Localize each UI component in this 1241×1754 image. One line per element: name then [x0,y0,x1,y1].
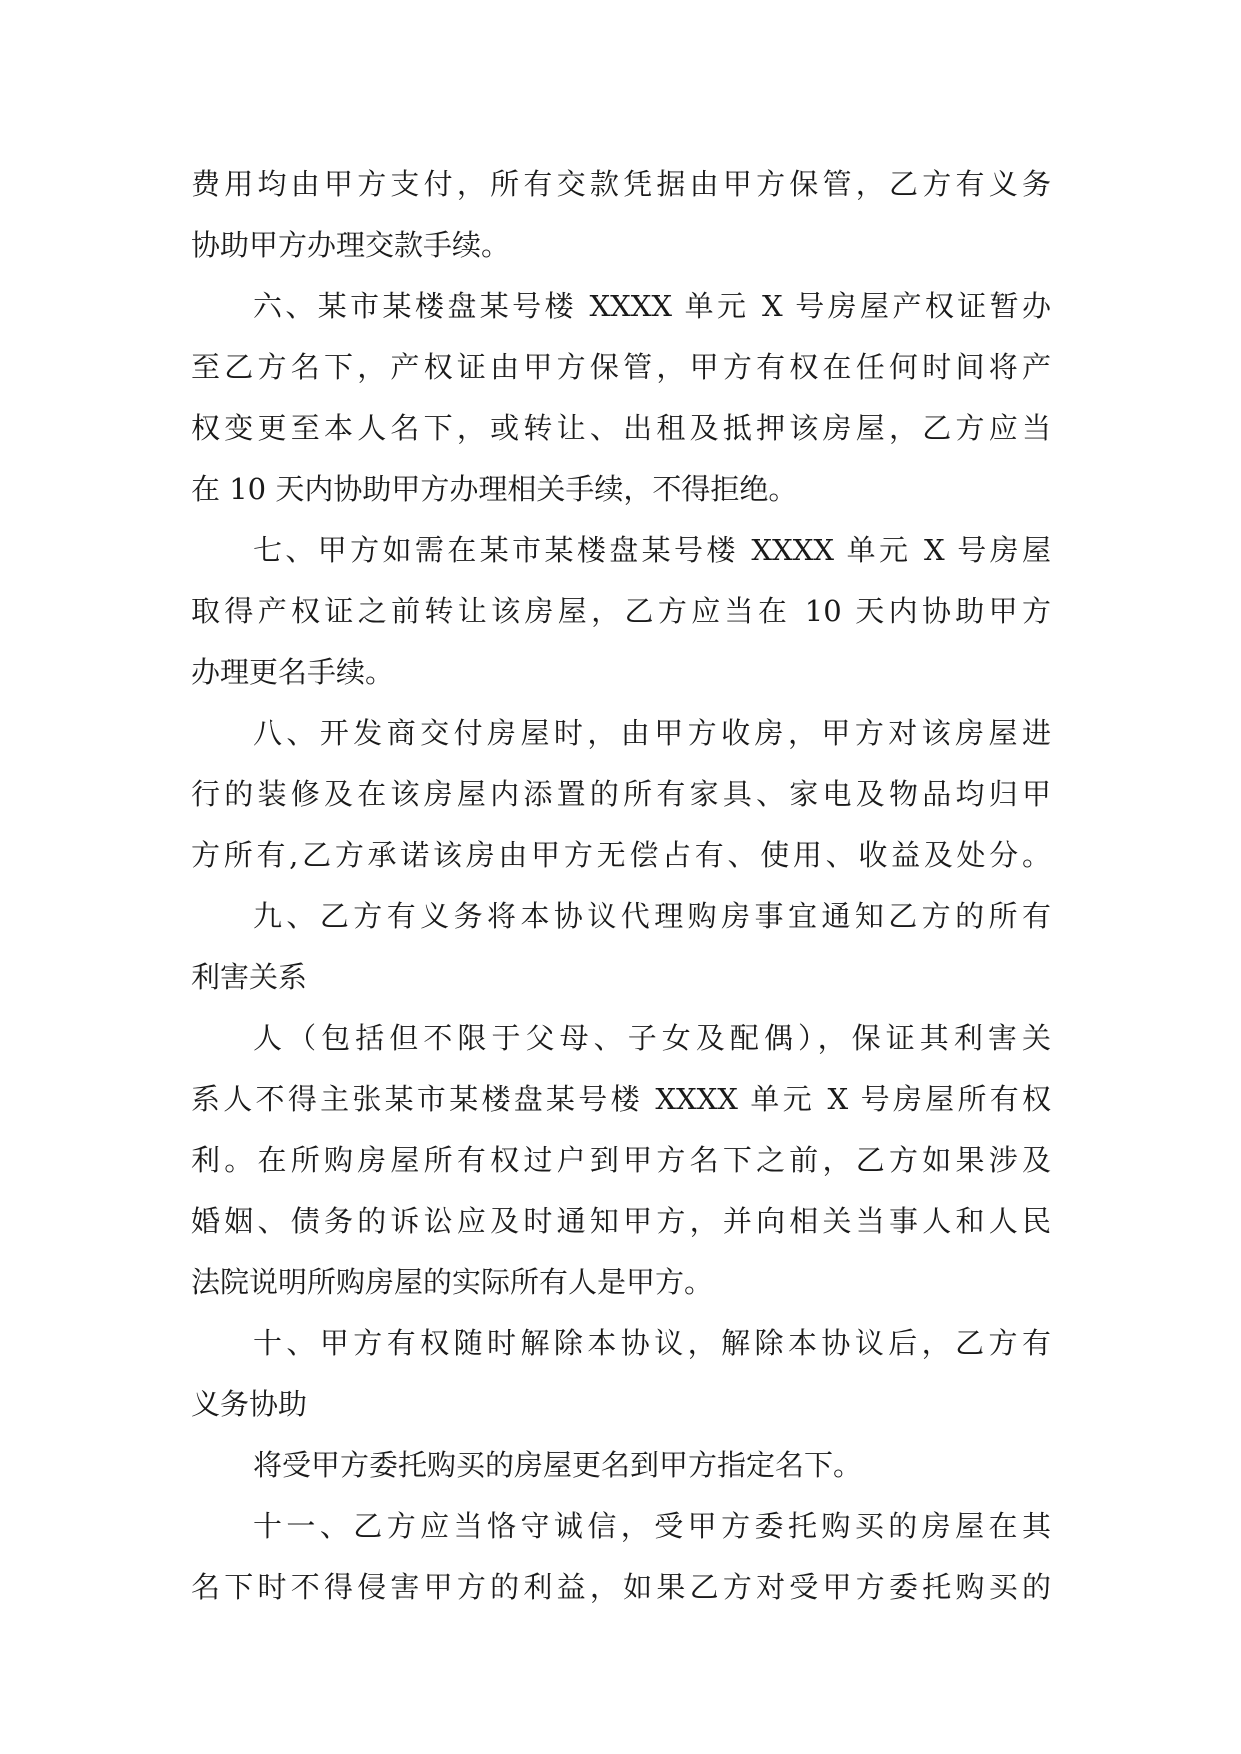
text-line: 行的装修及在该房屋内添置的所有家具、家电及物品均归甲 [191,777,1051,811]
text-line: 权变更至本人名下，或转让、出租及抵押该房屋，乙方应当 [191,411,1051,445]
text-line: 利害关系 [191,960,308,994]
text-line: 法院说明所购房屋的实际所有人是甲方。 [191,1265,714,1299]
text-line: 取得产权证之前转让该房屋，乙方应当在 10 天内协助甲方 [191,594,1051,628]
text-line: 名下时不得侵害甲方的利益，如果乙方对受甲方委托购买的 [191,1570,1051,1604]
text-line: 义务协助 [191,1387,308,1421]
text-line: 在 10 天内协助甲方办理相关手续，不得拒绝。 [191,472,798,506]
text-line: 六、某市某楼盘某号楼 XXXX 单元 X 号房屋产权证暂办 [253,289,1051,323]
text-line: 十一、乙方应当恪守诚信，受甲方委托购买的房屋在其 [253,1509,1051,1543]
text-line: 方所有,乙方承诺该房由甲方无偿占有、使用、收益及处分。 [191,838,1051,872]
text-line: 八、开发商交付房屋时，由甲方收房，甲方对该房屋进 [253,716,1051,750]
text-line: 办理更名手续。 [191,655,395,689]
text-line: 人（包括但不限于父母、子女及配偶），保证其利害关 [253,1021,1051,1055]
text-line: 至乙方名下，产权证由甲方保管，甲方有权在任何时间将产 [191,350,1051,384]
text-line: 系人不得主张某市某楼盘某号楼 XXXX 单元 X 号房屋所有权 [191,1082,1051,1116]
text-line: 利。在所购房屋所有权过户到甲方名下之前，乙方如果涉及 [191,1143,1051,1177]
text-line: 将受甲方委托购买的房屋更名到甲方指定名下。 [253,1448,863,1482]
text-line: 婚姻、债务的诉讼应及时通知甲方，并向相关当事人和人民 [191,1204,1051,1238]
text-line: 费用均由甲方支付，所有交款凭据由甲方保管，乙方有义务 [191,167,1051,201]
text-line: 九、乙方有义务将本协议代理购房事宜通知乙方的所有 [253,899,1051,933]
text-line: 七、甲方如需在某市某楼盘某号楼 XXXX 单元 X 号房屋 [253,533,1051,567]
text-line: 十、甲方有权随时解除本协议，解除本协议后，乙方有 [253,1326,1051,1360]
text-line: 协助甲方办理交款手续。 [191,228,511,262]
